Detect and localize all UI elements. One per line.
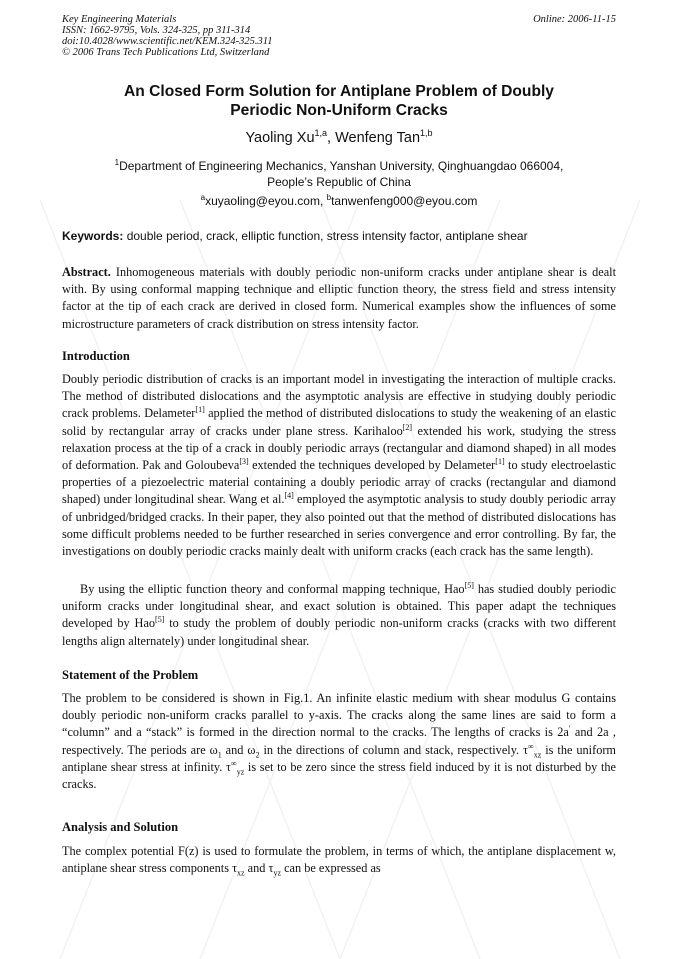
author-2-sup: 1,b — [420, 128, 433, 138]
abstract — [62, 264, 616, 333]
analysis-yz-sub: yz — [273, 868, 281, 878]
tau-yz-symbol: τ — [226, 759, 231, 774]
title-line-2: Periodic Non-Uniform Cracks — [230, 102, 448, 119]
issn-line: ISSN: 1662-9795, Vols. 324-325, pp 311-314 — [62, 25, 251, 36]
affiliation-sup: 1 — [114, 158, 120, 167]
author-1-sup: 1,a — [314, 128, 328, 138]
author-separator: , — [327, 129, 336, 146]
analysis-and: and — [244, 861, 269, 876]
statement-and: and — [221, 742, 248, 757]
tau-xz-symbol: τ — [523, 742, 529, 757]
ref-5: [5] — [464, 580, 474, 590]
author-2: Wenfeng Tan — [335, 129, 421, 146]
intro-p1-text-3: extended his work, studying the stress relaxation process at the tip of a crack in doubly periodic arrays (rectangular and diamond shaped) in all modes of deformation. Pak and Goloubeva — [62, 423, 616, 473]
author-1: Yaoling Xu — [245, 129, 315, 146]
title-line-1: An Closed Form Solution for Antiplane Problem of Doubly — [124, 83, 554, 100]
tau-xz-inf: ∞ — [528, 741, 534, 751]
statement-paragraph — [62, 690, 616, 793]
intro-p1-text-2: applied the method of distributed dislocations to study the weakening of an elastic solid by rectangular array of cracks under plane stress. Karihaloo — [62, 406, 616, 438]
omega-2: ω — [247, 742, 256, 757]
analysis-tau-yz: τ — [268, 861, 274, 876]
tau-yz-sub: yz — [236, 767, 245, 777]
analysis-text-2: can be expressed as — [281, 861, 381, 876]
keywords — [62, 229, 616, 243]
page-header — [62, 14, 616, 58]
analysis-xz-sub: xz — [237, 868, 245, 878]
email-b: tanwenfeng000@eyou.com — [331, 194, 478, 208]
online-date: Online: 2006-11-15 — [533, 14, 616, 25]
statement-text-1: The problem to be considered is shown in Fig.1. An infinite elastic medium with shear modulus G contains doubly periodic non-uniform cracks parallel to y-axis. The cracks along the same lines are said to form a “column” and a “stack” is formed in the direction normal to the cracks. The lengths of cracks is 2a — [62, 691, 616, 740]
intro-p1-text-5: to study electroelastic properties of a piezoelectric material containing a doubly periodic array of cracks (rectangular and diamond shaped) under longitudinal shear. Wang et al. — [62, 458, 616, 507]
tau-xz-sub: xz — [533, 750, 542, 760]
statement-text-3: in the directions of column and stack, respectively. — [259, 742, 524, 757]
doi-line: doi:10.4028/www.scientific.net/KEM.324-325.311 — [62, 36, 273, 47]
authors — [62, 128, 616, 146]
ref-1b: [1] — [495, 456, 505, 466]
analysis-paragraph — [62, 843, 616, 877]
affiliation-line-1: Department of Engineering Mechanics, Yanshan University, Qinghuangdao 066004, — [119, 159, 564, 173]
ref-1: [1] — [195, 405, 205, 415]
ref-4: [4] — [284, 491, 294, 501]
omega-1-sub: 1 — [217, 750, 222, 760]
emails — [62, 193, 616, 208]
intro-p1-text-6: employed the asymptotic analysis to study doubly periodic array of unbridged/bridged cracks. In their paper, they also pointed out that the method of distributed dislocations has some difficult problems needed to be further researched in series convergence and error controlling. By far, the investigations on doubly periodic cracks mainly dealt with uniform cracks (each crack has the same length). — [62, 492, 616, 559]
omega-2-sub: 2 — [255, 750, 260, 760]
abstract-label: Abstract. — [62, 265, 111, 279]
ref-5b: [5] — [155, 615, 165, 625]
keywords-text: double period, crack, elliptic function, stress intensity factor, antiplane shear — [123, 229, 528, 243]
affiliation-line-2: People’s Republic of China — [267, 175, 411, 189]
analysis-tau-xz: τ — [232, 861, 238, 876]
intro-p2-text-3: to study the problem of doubly periodic non-uniform cracks (cracks with two different lengths align alternately) under longitudinal shear. — [62, 616, 616, 648]
intro-paragraph-1 — [62, 371, 616, 560]
statement-text-2: and 2a , respectively. The periods are — [62, 725, 616, 757]
tau-yz-inf: ∞ — [230, 758, 237, 768]
intro-p2-text-1: By using the elliptic function theory and conformal mapping technique, Hao — [80, 582, 465, 596]
ref-3: [3] — [239, 456, 249, 466]
ref-2: [2] — [402, 422, 413, 432]
email-b-sup: b — [326, 193, 332, 202]
heading-introduction: Introduction — [62, 349, 130, 363]
heading-statement: Statement of the Problem — [62, 668, 199, 682]
keywords-label: Keywords: — [62, 229, 124, 243]
analysis-text-1: The complex potential F(z) is used to formulate the problem, in terms of which, the antiplane displacement w, antiplane shear stress components — [62, 844, 616, 876]
prime-mark: ′ — [568, 724, 571, 734]
copyright-line: © 2006 Trans Tech Publications Ltd, Switzerland — [62, 47, 270, 58]
intro-p1-text-4: extended the techniques developed by Delameter — [248, 458, 496, 473]
intro-p1-text-1: Doubly periodic distribution of cracks is an important model in investigating the interaction of multiple cracks. The method of distributed dislocations and the asymptotic analysis are effective in studying doubly periodic crack problems. Delameter — [62, 372, 616, 421]
statement-text-4: is the uniform antiplane shear stress at infinity. — [62, 742, 616, 774]
paper-title — [62, 82, 616, 120]
affiliation — [62, 155, 616, 190]
abstract-text: Inhomogeneous materials with doubly periodic non-uniform cracks under antiplane shear is dealt with. By using conformal mapping technique and elliptic function theory, the stress field and stress intensity factor at the tip of each crack are derived in closed form. Numerical examples show the influences of some microstructure parameters of crack distribution on stress intensity factor. — [62, 265, 616, 331]
intro-p2-text-2: has studied doubly periodic uniform cracks under longitudinal shear, and exact solution is obtained. This paper adapt the techniques developed by Hao — [62, 582, 616, 631]
statement-text-5: is set to be zero since the stress field induced by it is not disturbed by the cracks. — [62, 759, 616, 792]
email-a-sup: a — [200, 193, 206, 202]
journal-name: Key Engineering Materials — [62, 14, 177, 25]
intro-paragraph-2 — [62, 581, 616, 650]
email-a: xuyaoling@eyou.com, — [205, 194, 327, 208]
heading-analysis: Analysis and Solution — [62, 820, 179, 834]
omega-1: ω — [209, 742, 218, 757]
